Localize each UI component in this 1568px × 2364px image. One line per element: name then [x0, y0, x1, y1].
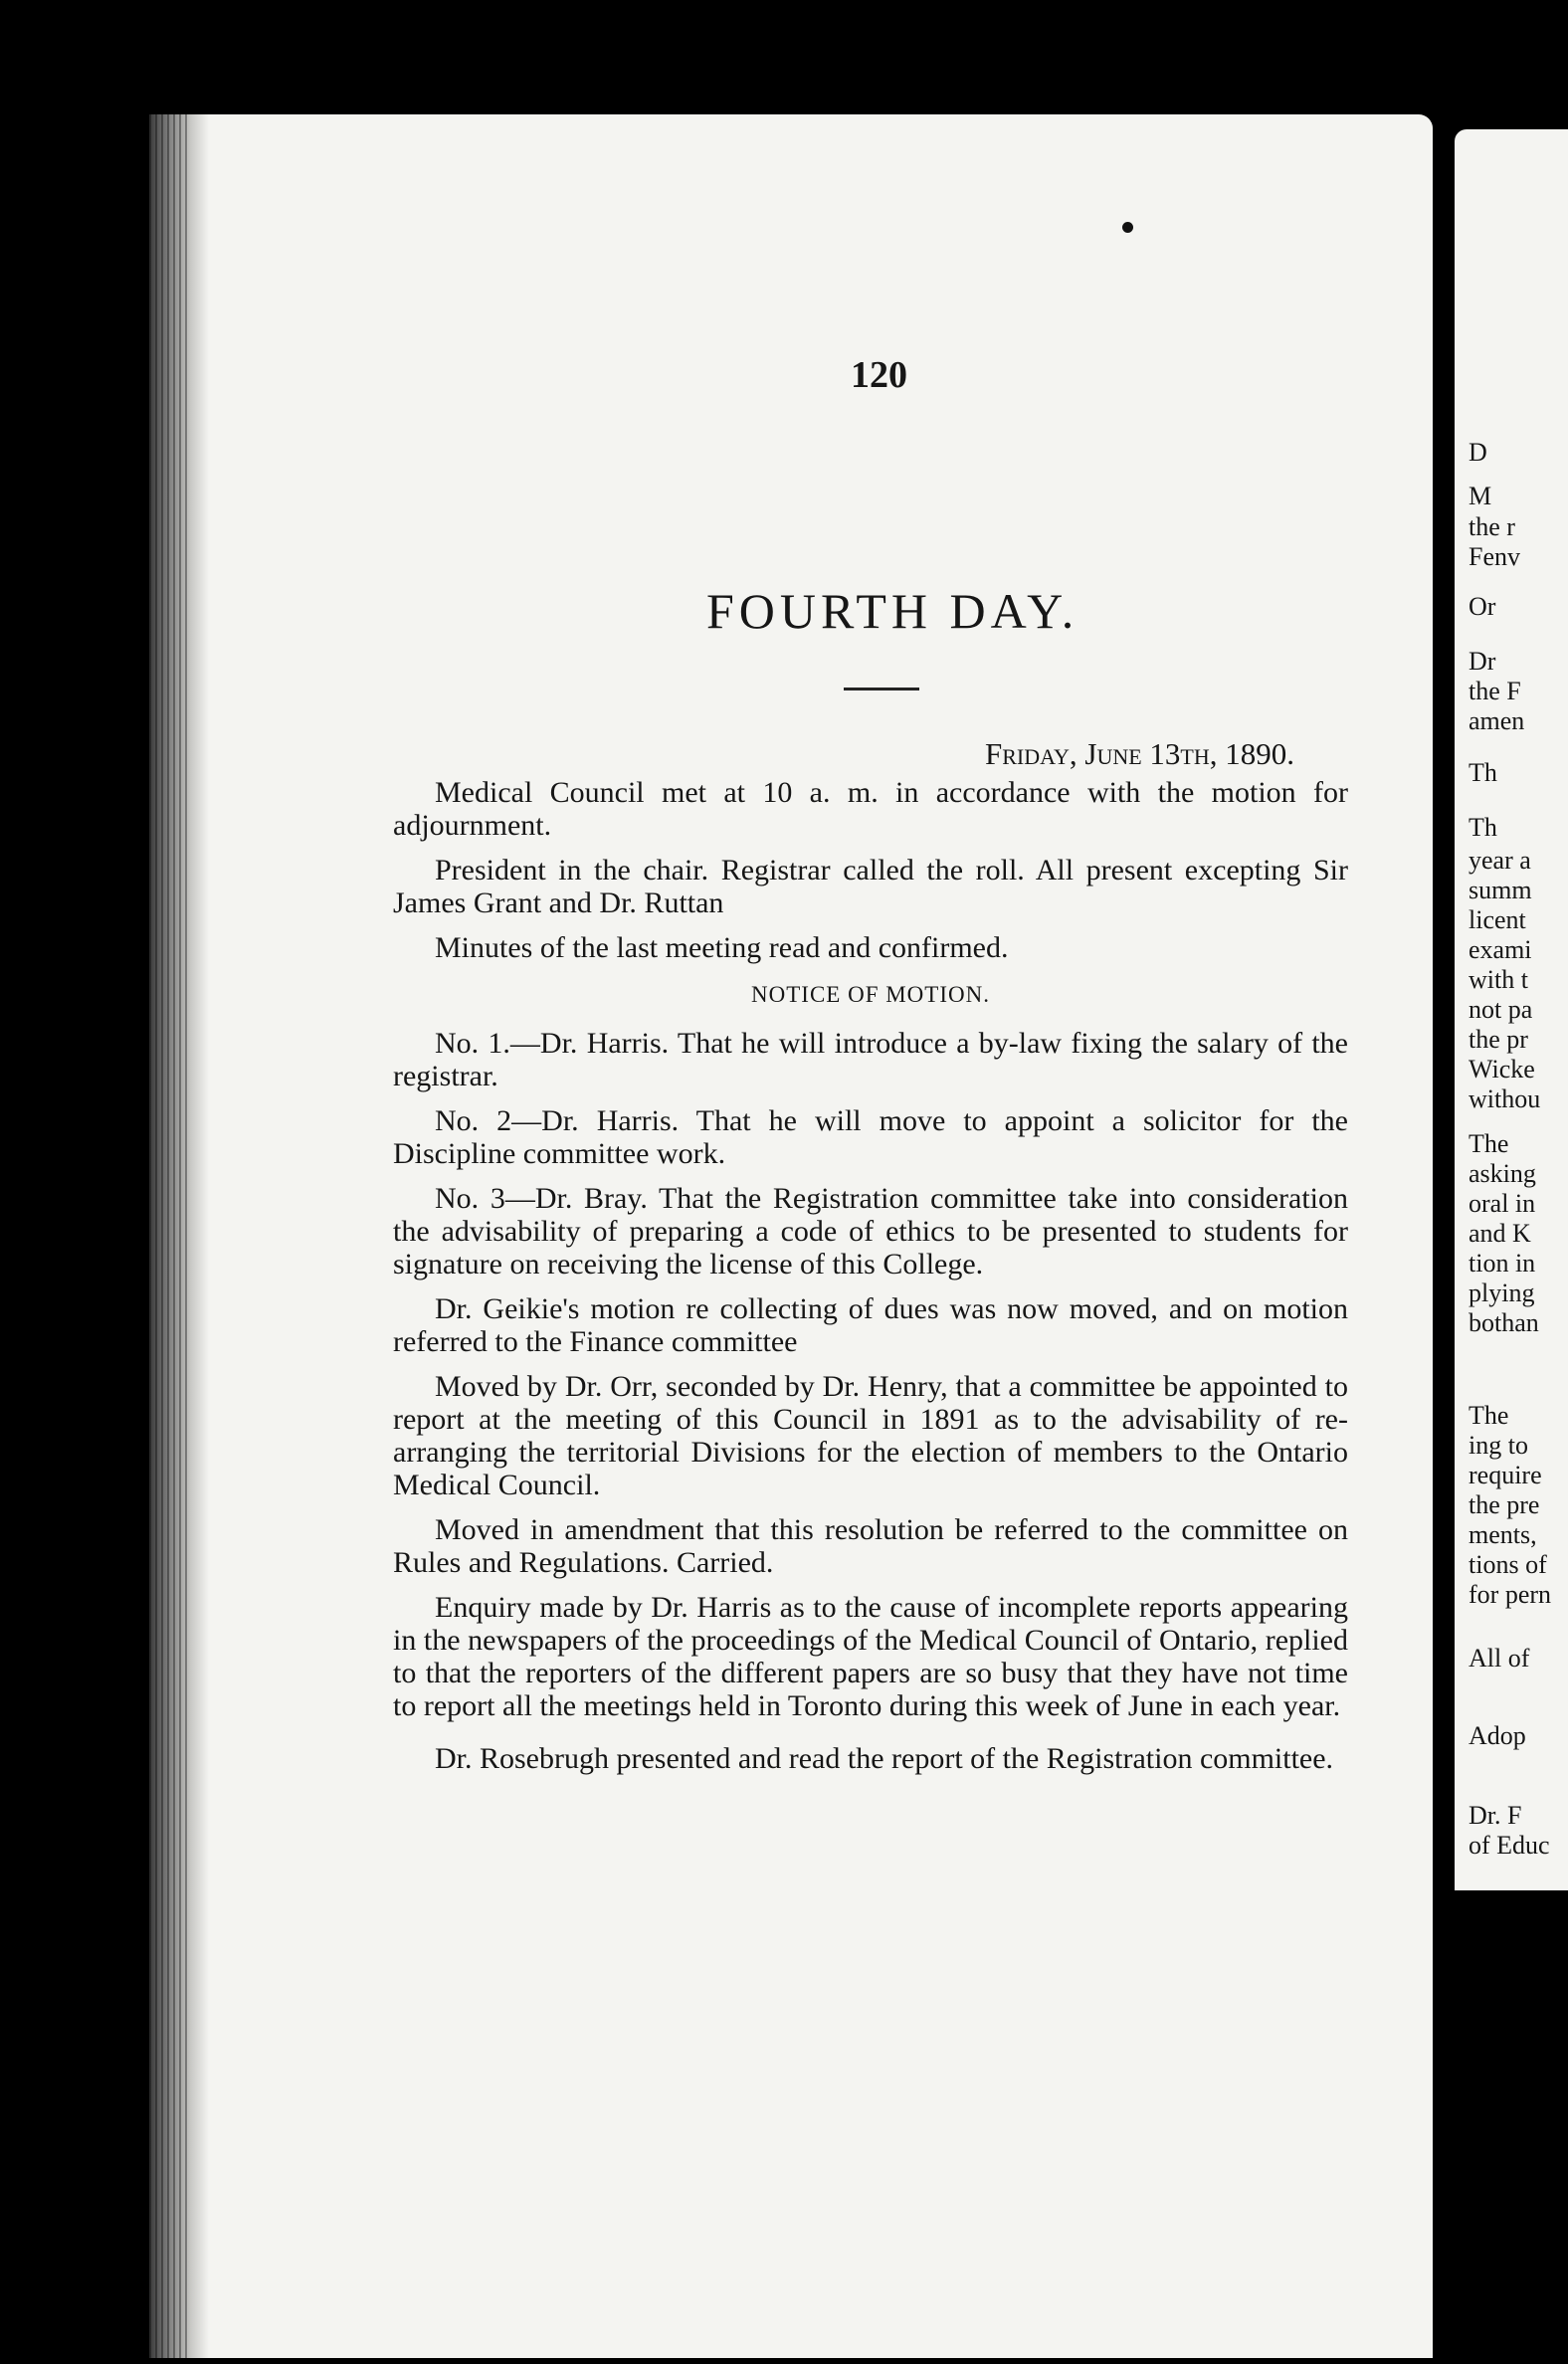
facing-line: the F — [1469, 677, 1521, 705]
ink-speck — [1122, 222, 1133, 233]
paragraph-roll-call: President in the chair. Registrar called the roll. All present excepting Sir James Grant and Dr. Ruttan — [393, 854, 1348, 919]
page-edge-lines — [149, 114, 189, 2358]
facing-line: require — [1469, 1461, 1542, 1489]
facing-line: ments, — [1469, 1520, 1537, 1549]
facing-line: bothan — [1469, 1308, 1539, 1337]
facing-line: The — [1469, 1129, 1509, 1158]
facing-line: for pern — [1469, 1580, 1552, 1609]
facing-line: oral in — [1469, 1189, 1536, 1218]
facing-line: Adop — [1469, 1721, 1526, 1750]
facing-line: withou — [1469, 1084, 1541, 1113]
page-title: FOURTH DAY. — [706, 583, 1079, 639]
page-number: 120 — [851, 354, 907, 396]
facing-line: and K — [1469, 1219, 1531, 1248]
title-rule — [844, 688, 919, 690]
facing-line: tion in — [1469, 1249, 1536, 1278]
facing-line: of Educ — [1469, 1831, 1550, 1860]
motion-notice-2: No. 2—Dr. Harris. That he will move to appoint a solicitor for the Discipline committee work. — [393, 1104, 1348, 1170]
facing-line: asking — [1469, 1159, 1536, 1188]
motion-notice-1: No. 1.—Dr. Harris. That he will introduce a by-law fixing the salary of the registrar. — [393, 1027, 1348, 1092]
facing-page-fragment — [1455, 129, 1568, 1890]
paragraph-orr-motion: Moved by Dr. Orr, seconded by Dr. Henry, that a committee be appointed to report at the meeting of this Council in 1891 as to the advisability of re-arranging the territorial Divisions for the election of members to the Ontario Medical Council. — [393, 1370, 1348, 1501]
facing-line: plying — [1469, 1279, 1535, 1307]
minutes-body — [393, 776, 1348, 1787]
motion-notice-3: No. 3—Dr. Bray. That the Registration committee take into consideration the advisability of preparing a code of ethics to be presented to students for signature on receiving the license of this College. — [393, 1182, 1348, 1280]
facing-line: licent — [1469, 905, 1526, 934]
facing-line: the r — [1469, 512, 1515, 541]
paragraph-enquiry: Enquiry made by Dr. Harris as to the cause of incomplete reports appearing in the newspapers of the proceedings of the Medical Council of Ontario, replied to that the reporters of the different papers are so busy that they have not time to report all the meetings held in Toronto during this week of June in each year. — [393, 1591, 1348, 1722]
paragraph-amendment: Moved in amendment that this resolution be referred to the committee on Rules and Regulations. Carried. — [393, 1513, 1348, 1579]
facing-line: Wicke — [1469, 1055, 1535, 1084]
facing-line: the pre — [1469, 1490, 1540, 1519]
facing-line: Dr. F — [1469, 1801, 1522, 1830]
facing-line: Dr — [1469, 647, 1496, 676]
facing-line: D — [1469, 438, 1487, 467]
facing-line: Th — [1469, 758, 1497, 787]
facing-line: M — [1469, 482, 1492, 510]
facing-line: amen — [1469, 706, 1525, 735]
facing-line: exami — [1469, 935, 1532, 964]
facing-line: All of — [1469, 1644, 1530, 1673]
facing-line: not pa — [1469, 995, 1533, 1024]
facing-line: with t — [1469, 965, 1528, 994]
facing-line: year a — [1469, 846, 1531, 875]
dateline: Friday, June 13th, 1890. — [985, 736, 1294, 771]
facing-line: Or — [1469, 592, 1496, 621]
paragraph-minutes: Minutes of the last meeting read and confirmed. — [435, 931, 1009, 964]
paragraph-registration-report: Dr. Rosebrugh presented and read the report of the Registration committee. — [435, 1742, 1334, 1775]
facing-line: tions of — [1469, 1550, 1547, 1579]
facing-line: ing to — [1469, 1431, 1528, 1460]
facing-line: The — [1469, 1401, 1509, 1430]
paragraph-council-met: Medical Council met at 10 a. m. in accordance with the motion for adjournment. — [393, 776, 1348, 842]
notice-of-motion-heading: NOTICE OF MOTION. — [751, 982, 990, 1007]
facing-line: Fenv — [1469, 542, 1520, 571]
paragraph-dues-motion: Dr. Geikie's motion re collecting of dues was now moved, and on motion referred to the Finance committee — [393, 1292, 1348, 1358]
facing-line: Th — [1469, 813, 1497, 842]
facing-line: the pr — [1469, 1025, 1528, 1054]
facing-line: summ — [1469, 876, 1532, 904]
